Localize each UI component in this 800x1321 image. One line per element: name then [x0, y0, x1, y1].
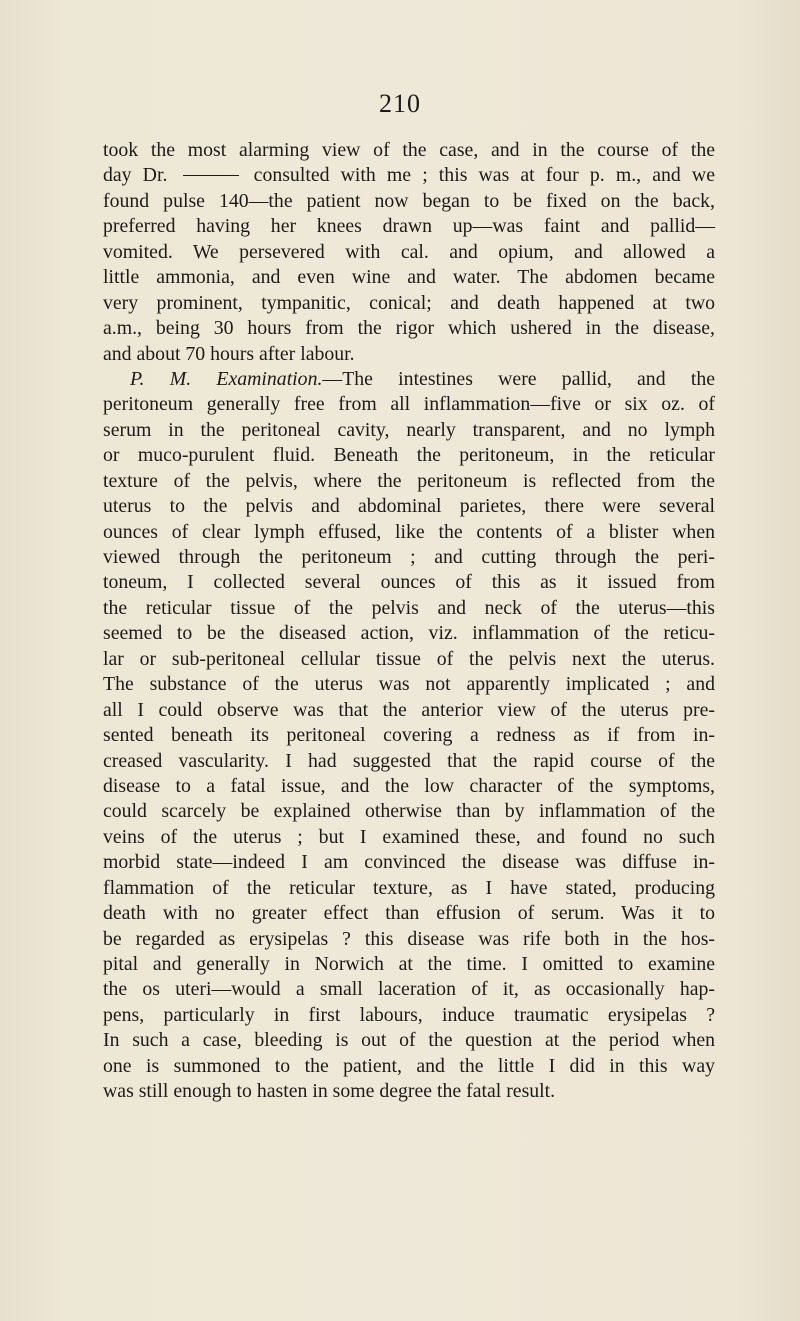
- text-line: texture of the pelvis, where the peritoneum is reflected from the: [103, 469, 715, 492]
- text-line: and about 70 hours after labour.: [103, 342, 355, 365]
- text-line: seemed to be the diseased action, viz. inflammation of the reticu-: [103, 622, 715, 645]
- text-line: peritoneum generally free from all inflammation—five or six oz. of: [103, 393, 715, 416]
- text-line: toneum, I collected several ounces of this as it issued from: [103, 571, 715, 594]
- text-line: uterus to the pelvis and abdominal parietes, there were several: [103, 495, 715, 518]
- name-omission-dash: [183, 175, 239, 176]
- text-line: lar or sub-peritoneal cellular tissue of the pelvis next the uterus.: [103, 647, 715, 670]
- text-line: morbid state—indeed I am convinced the disease was diffuse in-: [103, 851, 715, 874]
- text-line: took the most alarming view of the case, and in the course of the: [103, 139, 715, 161]
- text-line: The substance of the uterus was not apparently implicated ; and: [103, 673, 715, 696]
- text-line: sented beneath its peritoneal covering a redness as if from in-: [103, 724, 715, 747]
- text-line: the os uteri—would a small laceration of it, as occasionally hap-: [103, 978, 715, 1001]
- text-line: vomited. We persevered with cal. and opium, and allowed a: [103, 240, 715, 263]
- text-line: found pulse 140—the patient now began to be fixed on the back,: [103, 189, 715, 212]
- text-line: could scarcely be explained otherwise than by inflammation of the: [103, 800, 715, 823]
- text-line: [103, 367, 715, 392]
- text-line: or muco-purulent fluid. Beneath the peritoneum, in the reticular: [103, 444, 715, 467]
- text-line: viewed through the peritoneum ; and cutting through the peri-: [103, 546, 715, 568]
- page-number: 210: [379, 89, 421, 118]
- text-line: death with no greater effect than effusion of serum. Was it to: [103, 902, 715, 925]
- text-line: [103, 163, 715, 188]
- body-text: [103, 138, 715, 1105]
- text-line: one is summoned to the patient, and the little I did in this way: [103, 1054, 715, 1077]
- section-heading: P. M. Examination.: [130, 367, 323, 390]
- text-line: little ammonia, and even wine and water. The abdomen became: [103, 266, 715, 289]
- text-line: pens, particularly in first labours, induce traumatic erysipelas ?: [103, 1003, 715, 1026]
- text-line: very prominent, tympanitic, conical; and death happened at two: [103, 291, 715, 314]
- text-line: veins of the uterus ; but I examined these, and found no such: [103, 825, 715, 848]
- text-fragment: day Dr.: [103, 164, 168, 187]
- text-fragment: —The intestines were pallid, and the: [322, 367, 715, 390]
- text-line: In such a case, bleeding is out of the question at the period when: [103, 1029, 715, 1052]
- text-line: was still enough to hasten in some degree the fatal result.: [103, 1080, 556, 1103]
- text-line: preferred having her knees drawn up—was faint and pallid—: [103, 215, 715, 238]
- text-line: a.m., being 30 hours from the rigor which ushered in the disease,: [103, 317, 715, 340]
- text-line: be regarded as erysipelas ? this disease was rife both in the hos-: [103, 927, 715, 950]
- text-fragment: consulted with me ; this was at four p. m., and we: [253, 164, 715, 187]
- text-line: flammation of the reticular texture, as I have stated, producing: [103, 876, 715, 899]
- text-line: disease to a fatal issue, and the low character of the symptoms,: [103, 774, 715, 797]
- text-line: creased vascularity. I had suggested that the rapid course of the: [103, 749, 715, 772]
- text-line: all I could observe was that the anterior view of the uterus pre-: [103, 698, 715, 721]
- text-line: serum in the peritoneal cavity, nearly transparent, and no lymph: [103, 418, 715, 441]
- text-line: pital and generally in Norwich at the time. I omitted to examine: [103, 953, 715, 975]
- text-line: the reticular tissue of the pelvis and neck of the uterus—this: [103, 596, 715, 619]
- text-line: ounces of clear lymph effused, like the contents of a blister when: [103, 520, 715, 543]
